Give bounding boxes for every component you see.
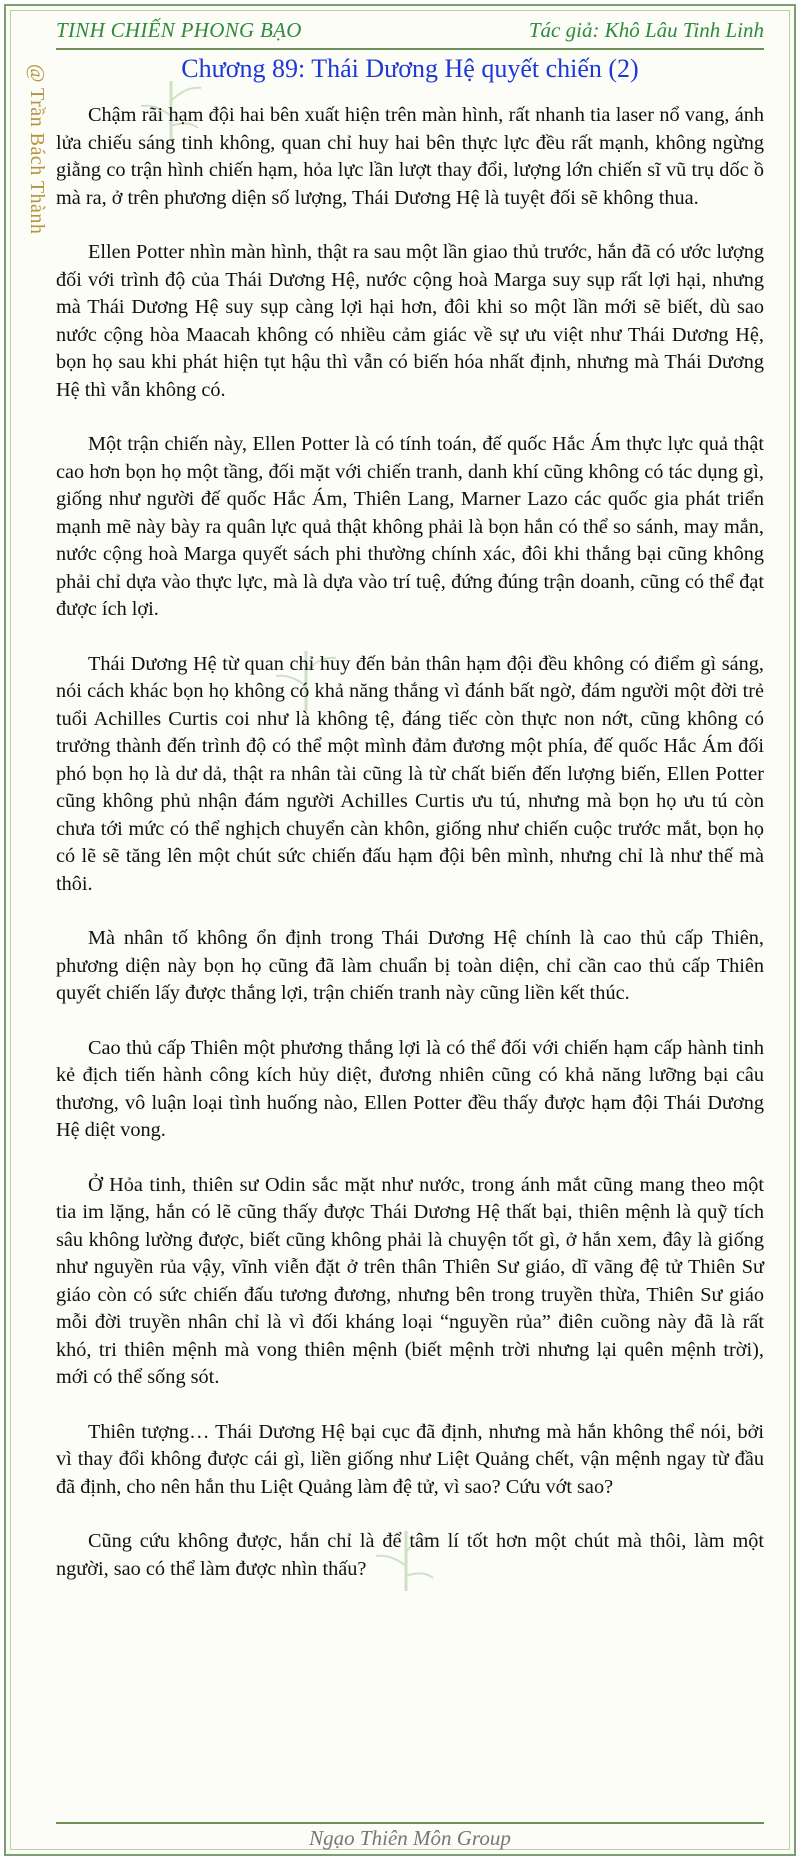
chapter-body [56, 102, 764, 1610]
paragraph: Thiên tượng… Thái Dương Hệ bại cục đã định, nhưng mà hắn không thể nói, bởi vì thay đổi không được cái gì, liền giống như Liệt Quảng chết, vận mệnh ngay từ đầu đã định, cho nên hắn thu Liệt Quảng làm đệ tử, vì sao? Cứu vớt sao? [56, 1420, 764, 1498]
paragraph: Ở Hỏa tinh, thiên sư Odin sắc mặt như nước, trong ánh mắt cũng mang theo một tia im lặng, hắn có lẽ cũng thấy được Thái Dương Hệ thất bại, thiên mệnh là quỹ tích sâu không lường được, biết cũng không phải là chuyện tốt gì, ở hắn xem, đây là giống như nguyền rủa vậy, vĩnh viễn đặt ở trên thân Thiên Sư giáo, dĩ vãng đệ tử Thiên Sư giáo còn có sức chiến đấu tương đương, nhưng bên trong truyền thừa, Thiên Sư giáo mỗi đời truyền nhân chỉ là vì đối kháng loại “nguyền rủa” điên cuồng này đã là rất khó, tri thiên mệnh mà vong thiên mệnh (biết mệnh trời nhưng lại quên mệnh trời), mới có thể sống sót. [56, 1173, 764, 1388]
chapter-title: Chương 89: Thái Dương Hệ quyết chiến (2) [181, 54, 639, 83]
book-title: TINH CHIẾN PHONG BẠO [56, 17, 302, 42]
page-footer: Ngạo Thiên Môn Group [309, 1826, 511, 1850]
paragraph: Thái Dương Hệ từ quan chỉ huy đến bản thân hạm đội đều không có điểm gì sáng, nói cách khác bọn họ không có khả năng thắng vì đánh bất ngờ, đám người một đời trẻ tuổi Achilles Curtis coi như là không tệ, đáng tiếc còn thực non nớt, cũng không có trưởng thành đến trình độ có thể một mình đảm đương một phía, đế quốc Hắc Ám đối phó bọn họ là dư dả, thật ra nhân tài cũng là từ chất biến đến lượng biến, Ellen Potter cũng không phủ nhận đám người Achilles Curtis ưu tú, nhưng mà bọn họ ưu tú còn chưa tới mức có thể nghịch chuyển càn khôn, giống như chiến cuộc trước mắt, bọn họ có lẽ sẽ tăng lên một chút sức chiến đấu hạm đội bên mình, nhưng chỉ là như thế mà thôi. [56, 652, 764, 895]
side-credit: @ Trần Bách Thành [26, 64, 48, 235]
paragraph: Mà nhân tố không ổn định trong Thái Dương Hệ chính là cao thủ cấp Thiên, phương diện này bọn họ cũng đã làm chuẩn bị toàn diện, chỉ cần cao thủ cấp Thiên quyết chiến lấy được thắng lợi, trận chiến tranh này cũng liền kết thúc. [56, 927, 764, 1004]
paragraph: Cũng cứu không được, hắn chỉ là để tâm lí tốt hơn một chút mà thôi, làm một người, sao có thể làm được nhìn thấu? [56, 1530, 764, 1580]
paragraph: Cao thủ cấp Thiên một phương thắng lợi là có thể đối với chiến hạm cấp hành tinh kẻ địch tiến hành công kích hủy diệt, đương nhiên cũng có khả năng lưỡng bại câu thương, vô luận loại tình huống nào, Ellen Potter đều thấy được hạm đội Thái Dương Hệ diệt vong. [56, 1036, 764, 1141]
page-header [56, 14, 764, 46]
ebook-page [4, 4, 796, 1856]
paragraph: Một trận chiến này, Ellen Potter là có tính toán, đế quốc Hắc Ám thực lực quả thật cao hơn bọn họ một tầng, đối mặt với chiến tranh, danh khí cũng không có tác dụng gì, giống như người đế quốc Hắc Ám, Thiên Lang, Marner Lazo các quốc gia phát triển mạnh mẽ này bày ra quân lực quả thật không phải là bọn hắn có thể so sánh, may mắn, nước cộng hoà Marga quyết sách phi thường chính xác, đôi khi thắng bại cũng không phải chỉ dựa vào thực lực, mà là dựa vào trí tuệ, đứng đúng trận doanh, cũng có thể đạt được ích lợi. [56, 433, 764, 620]
paragraph: Ellen Potter nhìn màn hình, thật ra sau một lần giao thủ trước, hắn đã có ước lượng đối với trình độ của Thái Dương Hệ, nước cộng hoà Marga suy sụp rất lợi hại, nhưng mà Thái Dương Hệ suy sụp càng lợi hại hơn, đôi khi so một lần mới sẽ biết, dù sao nước cộng hòa Maacah không có nhiều cảm giác về sự ưu việt như Thái Dương Hệ, bọn họ sau khi phát hiện tụt hậu thì vẫn có biến hóa nhất định, nhưng mà Thái Dương Hệ thì vẫn không có. [56, 241, 764, 401]
footer-divider [56, 1822, 764, 1824]
author-credit: Tác giả: Khô Lâu Tinh Linh [528, 17, 764, 42]
header-divider [56, 48, 764, 50]
paragraph: Chậm rãi hạm đội hai bên xuất hiện trên màn hình, rất nhanh tia laser nổ vang, ánh lửa chiếu sáng tinh không, quan chỉ huy hai bên thực lực đều rất mạnh, không ngừng giằng co trận hình chiến hạm, hỏa lực lần lượt thay đổi, lượng lớn chiến sĩ vũ trụ dốc ồ mà ra, ở trên phương diện số lượng, Thái Dương Hệ là tuyệt đối sẽ không thua. [56, 104, 764, 209]
